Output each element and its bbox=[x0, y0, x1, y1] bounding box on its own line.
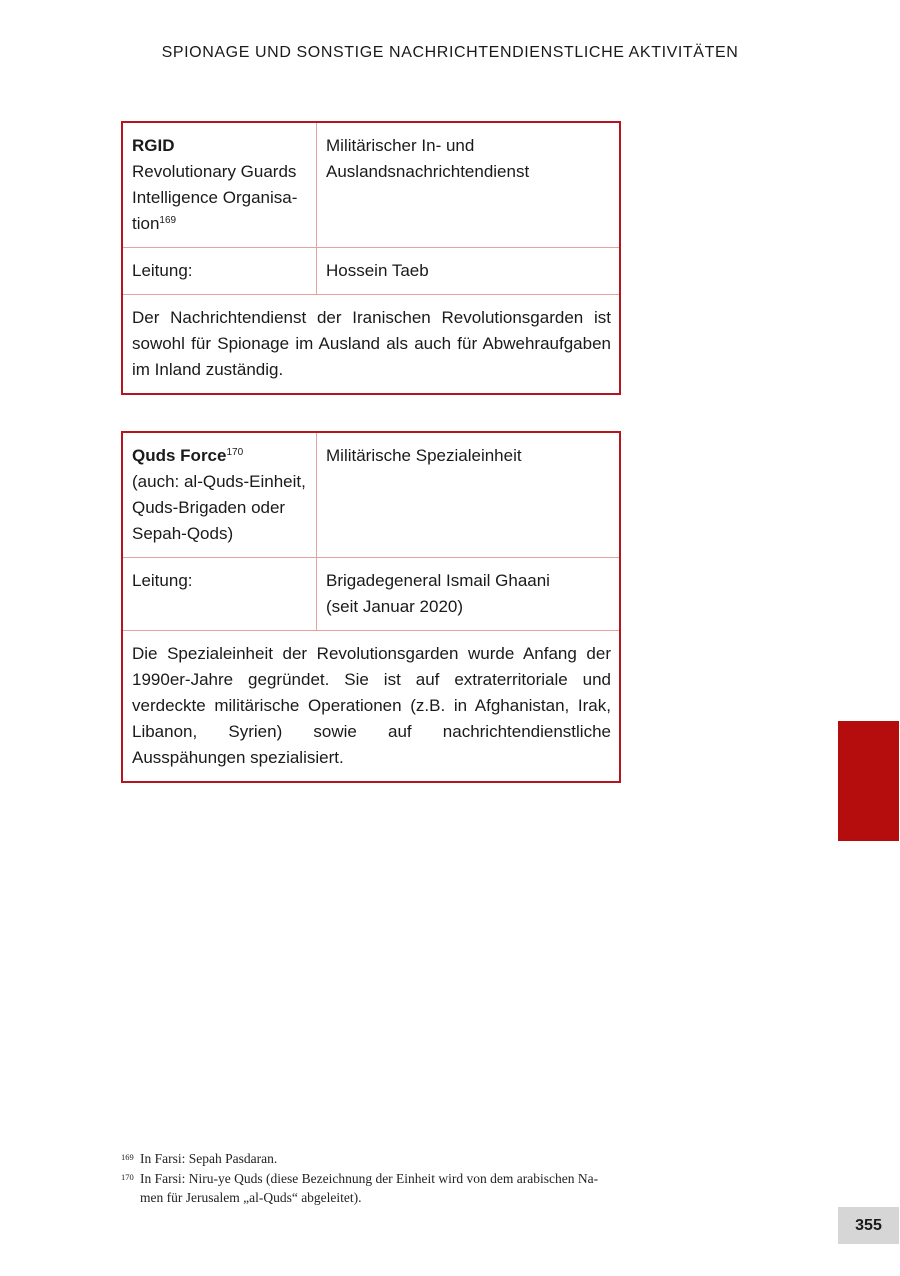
footnote-ref[interactable]: 170 bbox=[226, 447, 244, 458]
org-name: Quds Force bbox=[132, 446, 227, 465]
rgid-table bbox=[121, 121, 621, 395]
org-name: RGID bbox=[132, 136, 175, 155]
table-row bbox=[122, 432, 620, 558]
footnote-text: In Farsi: Sepah Pasdaran. bbox=[140, 1151, 278, 1166]
footnote-ref[interactable]: 169 bbox=[159, 215, 177, 226]
leitung-label: Leitung: bbox=[122, 558, 317, 631]
org-name-line: Intelligence Organisa- bbox=[132, 188, 298, 207]
footnote-text: In Farsi: Niru-ye Quds (diese Bezeichnung der Einheit wird von dem arabischen Na- bbox=[140, 1170, 599, 1186]
running-header: SPIONAGE UND SONSTIGE NACHRICHTENDIENSTLICHE AKTIVITÄTEN bbox=[161, 44, 739, 61]
leitung-value: Brigadegeneral Ismail Ghaani bbox=[326, 571, 550, 590]
quds-force-table bbox=[121, 431, 621, 783]
org-type-cell bbox=[317, 432, 621, 558]
footnote-text: men für Jerusalem „al-Quds“ abgeleitet). bbox=[140, 1190, 362, 1205]
page-number: 355 bbox=[838, 1207, 899, 1244]
footnote-number: 170 bbox=[121, 1171, 134, 1182]
leitung-value-cell bbox=[317, 558, 621, 631]
footnote-169 bbox=[121, 1149, 626, 1169]
footnotes bbox=[121, 1149, 626, 1208]
org-description: Die Spezialeinheit der Revolutionsgarden wurde Anfang der 1990er-Jahre gegründet. Sie ist auf extraterritoriale und verdeckte militärische Operationen (z.B. in Afghanistan, Irak, Libanon, Syrien) sowie auf nachrichtendienstliche Ausspähungen spezialisiert. bbox=[122, 631, 620, 783]
table-row bbox=[122, 558, 620, 631]
org-name-cell bbox=[122, 432, 317, 558]
table-row bbox=[122, 248, 620, 295]
org-type-cell bbox=[317, 122, 621, 248]
leitung-value: (seit Januar 2020) bbox=[326, 597, 464, 616]
footnote-number: 169 bbox=[121, 1152, 134, 1162]
chapter-tab-marker bbox=[838, 721, 899, 841]
footnote-170 bbox=[121, 1169, 626, 1208]
table-row bbox=[122, 295, 620, 395]
leitung-value-cell bbox=[317, 248, 621, 295]
leitung-label: Leitung: bbox=[122, 248, 317, 295]
org-type-line: Militärische Spezialeinheit bbox=[326, 446, 522, 465]
leitung-value: Hossein Taeb bbox=[326, 261, 429, 280]
table-row bbox=[122, 631, 620, 783]
org-type-line: Auslandsnachrichtendienst bbox=[326, 162, 530, 181]
org-name-line: (auch: al-Quds-Einheit, bbox=[132, 472, 306, 491]
org-name-line: Quds-Brigaden oder bbox=[132, 498, 286, 517]
org-description: Der Nachrichtendienst der Iranischen Revolutionsgarden ist sowohl für Spionage im Ausland als auch für Abwehraufgaben im Inland zuständig. bbox=[122, 295, 620, 395]
org-type-line: Militärischer In- und bbox=[326, 136, 475, 155]
org-name-cell bbox=[122, 122, 317, 248]
org-name-line: Sepah-Qods) bbox=[132, 524, 234, 543]
org-name-line: Revolutionary Guards bbox=[132, 162, 297, 181]
table-row bbox=[122, 122, 620, 248]
org-name-line: tion bbox=[132, 214, 160, 233]
